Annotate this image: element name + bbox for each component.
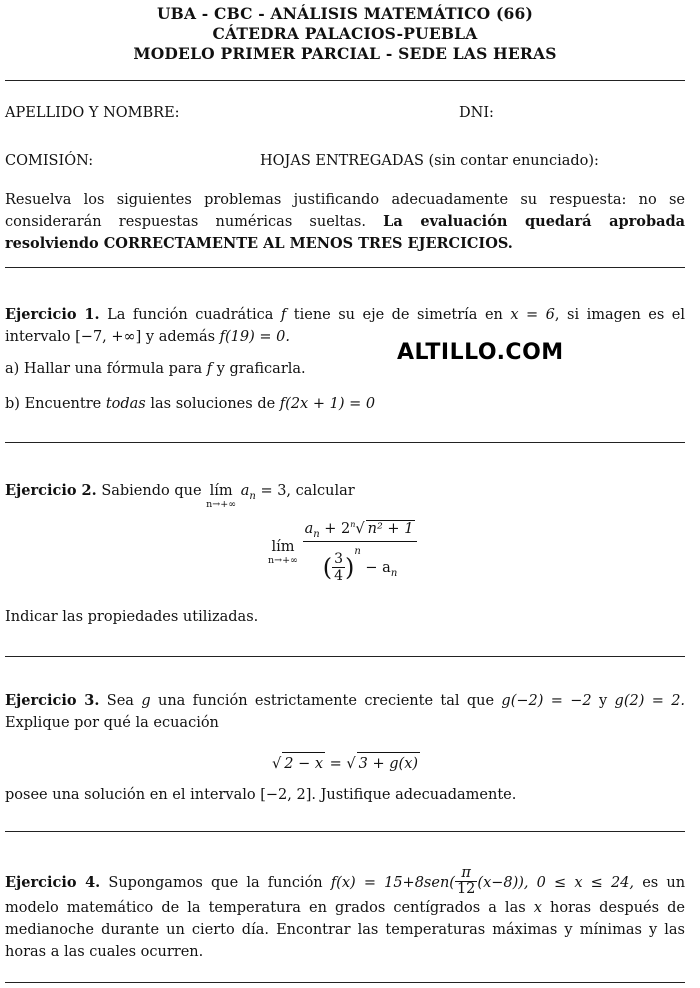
item-text: Hallar una fórmula para [23, 361, 203, 377]
limit-subscript: n→+∞ [206, 499, 237, 510]
fraction-denominator: 4 [334, 568, 343, 585]
function-symbol: g [141, 693, 151, 709]
pi-over-twelve [455, 866, 477, 897]
limit-word: lím [271, 538, 295, 555]
commission-field-label: COMISIÓN: [5, 153, 94, 169]
item-text: Encuentre [24, 396, 102, 412]
image-interval: [−7, +∞] [75, 329, 142, 345]
function-formula: (x−8)), 0 ≤ x ≤ 24, [477, 875, 635, 892]
exercise-1-title: Ejercicio 1. [5, 306, 100, 323]
item-emphasis: todas [105, 396, 146, 412]
denominator-text: − a [365, 559, 391, 576]
exercise-3-title: Ejercicio 3. [5, 692, 100, 709]
equals-sign: = [329, 756, 342, 772]
divider [5, 656, 685, 657]
header-course: UBA - CBC - ANÁLISIS MATEMÁTICO (66) [156, 4, 534, 23]
root-radicand: n² + 1 [367, 521, 414, 537]
instructions [5, 189, 685, 255]
exercise-1-statement [5, 304, 685, 348]
sequence-index: n [249, 490, 256, 502]
condition: g(2) = 2. [614, 693, 686, 709]
exercise-2-statement [5, 480, 355, 510]
header-exam-title: MODELO PRIMER PARCIAL - SEDE LAS HERAS [133, 44, 557, 63]
fraction-numerator: $a_n + 2^n√$ n² + 1 [304, 520, 414, 540]
dni-field-label: DNI: [459, 105, 494, 121]
exponent: n [354, 545, 361, 557]
item-text: y graficarla. [216, 361, 306, 377]
divider [5, 442, 685, 443]
limit-operator [268, 540, 298, 566]
condition: g(−2) = −2 [501, 693, 592, 709]
header-chair: CÁTEDRA PALACIOS-PUEBLA [212, 24, 478, 43]
limit-fraction [303, 520, 418, 585]
exercise-2-text: Sabiendo que [101, 483, 202, 499]
name-field-label: APELLIDO Y NOMBRE: [5, 105, 180, 121]
exercise-1-text: tiene su eje de simetría en [293, 307, 503, 323]
item-equation: f(2x + 1) = 0 [279, 396, 376, 412]
exercise-4-text: horas después de medianoche durante un cierto día. Encontrar las temperaturas máximas y mínimas y las horas a las cuales ocurren. [5, 900, 685, 961]
limit-operator [206, 484, 236, 510]
exercise-4-title: Ejercicio 4. [5, 874, 101, 892]
limit-subscript: n→+∞ [268, 555, 298, 567]
exercise-3-text: y [598, 693, 608, 709]
exercise-4-statement [5, 866, 685, 963]
item-text: las soluciones de [150, 396, 276, 412]
symmetry-axis: x = 6 [510, 307, 555, 323]
sheets-field-label: HOJAS ENTREGADAS (sin contar enunciado): [260, 153, 599, 169]
left-radicand: 2 − x [282, 752, 325, 775]
exercise-3-statement [5, 690, 685, 734]
exercise-4-text: es un modelo matemático de la temperatura en grados centígrados a las [5, 875, 686, 917]
exercise-1-text: , si imagen es el intervalo [5, 307, 686, 345]
exercise-4-text: Supongamos que la función [108, 875, 323, 892]
exercise-3-text: Sea [106, 693, 134, 709]
exercise-3-text: Explique por qué la ecuación [5, 715, 219, 731]
function-formula: f(x) = 15+8sen( [330, 875, 455, 892]
function-symbol: f [206, 361, 213, 377]
divider [5, 831, 685, 832]
root-index: n [350, 520, 356, 530]
divider [5, 267, 685, 268]
exercise-3-equation: √ 2 − x = √ 3 + g(x) [272, 752, 420, 775]
item-label: a) [5, 361, 20, 377]
fraction-denominator: 12 [456, 881, 476, 898]
exercise-3-note: posee una solución en el intervalo [−2, 2]. Justifique adecuadamente. [5, 787, 517, 803]
exercise-1-item-a [5, 358, 306, 380]
right-radicand: 3 + g(x) [357, 752, 420, 775]
sequence-index: n [390, 567, 398, 579]
watermark-logo: ALTILLO.COM [397, 340, 564, 365]
exercise-3-text: una función estrictamente creciente tal que [157, 693, 495, 709]
exercise-1-text: y además [145, 329, 216, 345]
numerator-text: + 2 [319, 521, 351, 537]
exercise-2-title: Ejercicio 2. [5, 482, 97, 499]
sequence-symbol: a [240, 483, 250, 499]
item-label: b) [5, 396, 20, 412]
exercise-1-text: La función cuadrática [107, 307, 274, 323]
fraction-denominator: ( $\frac{3}{4}$ )$^n - a_n$ [303, 541, 418, 585]
instructions-text: Resuelva los siguientes problemas justificando adecuadamente su respuesta: no se considerarán respuestas numéricas sueltas. [5, 192, 685, 230]
three-quarters [332, 551, 345, 586]
exercise-2-note: Indicar las propiedades utilizadas. [5, 609, 259, 625]
instructions-bold: La evaluación quedará aprobada resolviendo CORRECTAMENTE AL MENOS TRES EJERCICIOS. [5, 213, 686, 252]
variable: x [533, 900, 542, 917]
divider [5, 80, 685, 81]
function-symbol: f [280, 307, 287, 323]
exercise-1-item-b [5, 393, 375, 415]
root-condition: f(19) = 0. [219, 329, 290, 345]
exercise-2-text: = 3, calcular [260, 483, 355, 499]
sequence-symbol: a [304, 521, 314, 537]
fraction-numerator: 3 [334, 550, 343, 567]
sequence-index: n [313, 528, 320, 540]
fraction-numerator: π [461, 865, 471, 881]
divider [5, 982, 685, 983]
limit-word: lím [209, 482, 233, 499]
limit-expression [268, 520, 417, 585]
